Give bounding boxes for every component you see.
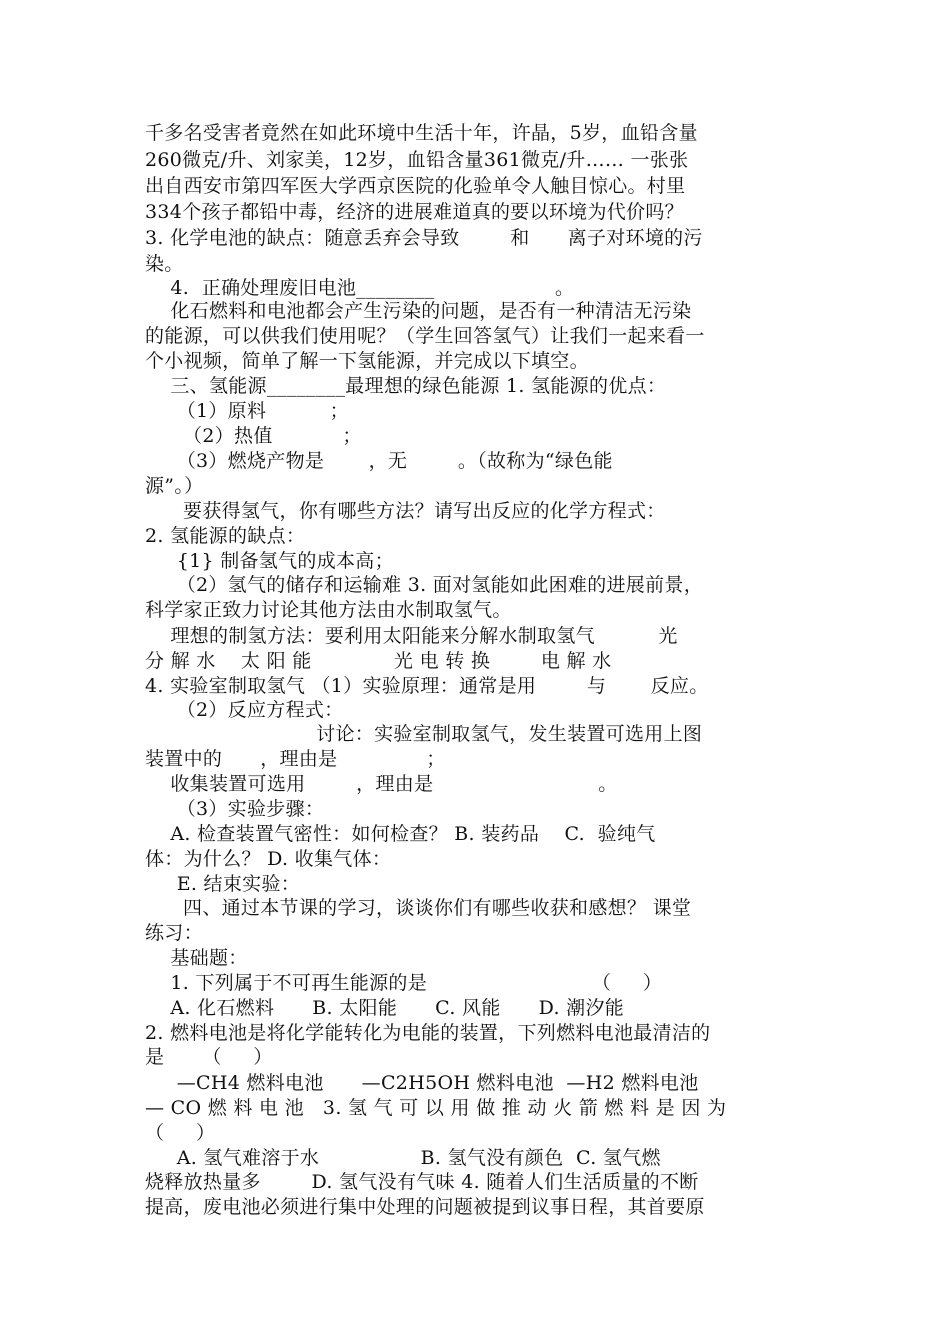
text-line: 四、通过本节课的学习，谈谈你们有哪些收获和感想？ 课堂 — [145, 897, 692, 919]
text-line: 染。 — [145, 253, 184, 275]
text-line: 体：为什么？ D. 收集气体： — [145, 848, 392, 870]
text-line: — CO 燃 料 电 池 3. 氢 气 可 以 用 做 推 动 火 箭 燃 料 是 因 为 — [145, 1097, 727, 1119]
text-line: 是 （ ） — [145, 1046, 273, 1068]
text-line: （ ） — [145, 1122, 216, 1144]
text-line: 装置中的 ，理由是 ； — [145, 748, 446, 770]
text-line: —CH4 燃料电池 —C2H5OH 燃料电池 —H2 燃料电池 — [145, 1072, 699, 1094]
text-line: 个小视频，简单了解一下氢能源，并完成以下填空。 — [145, 350, 589, 372]
text-line: （2）热值 ； — [145, 425, 362, 447]
text-line: 2. 氢能源的缺点： — [145, 525, 306, 547]
text-line: （3）实验步骤： — [145, 798, 325, 820]
text-line: 260微克/升、刘家美，12岁，血铅含量361微克/升…… 一张张 — [145, 149, 689, 171]
text-line: 的能源，可以供我们使用呢？（学生回答氢气）让我们一起来看一 — [145, 325, 705, 347]
text-line: 讨论：实验室制取氢气，发生装置可选用上图 — [145, 723, 703, 745]
text-line: 要获得氢气，你有哪些方法？请写出反应的化学方程式： — [145, 500, 666, 522]
text-line: 化石燃料和电池都会产生污染的问题，是否有一种清洁无污染 — [145, 300, 692, 322]
text-line: 千多名受害者竟然在如此环境中生活十年，许晶，5岁，血铅含量 — [145, 122, 698, 144]
text-line: 2. 燃料电池是将化学能转化为电能的装置，下列燃料电池最清洁的 — [145, 1022, 711, 1044]
text-line: 1. 下列属于不可再生能源的是 （ ） — [145, 972, 663, 994]
text-line: 收集装置可选用 ，理由是 。 — [145, 773, 618, 795]
text-line: 练习： — [145, 922, 203, 944]
text-line: A. 检查装置气密性：如何检查？ B. 装药品 C. 验纯气 — [145, 823, 656, 845]
text-line: 4. 实验室制取氢气 （1）实验原理：通常是用 与 反应。 — [145, 675, 709, 697]
text-line: 3. 化学电池的缺点：随意丢弃会导致 和 离子对环境的污 — [145, 227, 703, 249]
text-line: 出自西安市第四军医大学西京医院的化验单令人触目惊心。村里 — [145, 175, 686, 197]
text-line: 分 解 水 太 阳 能 光 电 转 换 电 解 水 — [145, 650, 612, 672]
text-line: 334个孩子都铅中毒，经济的进展难道真的要以环境为代价吗？ — [145, 201, 684, 223]
text-line: 基础题： — [145, 947, 248, 969]
text-line: 烧释放热量多 D. 氢气没有气味 4. 随着人们生活质量的不断 — [145, 1171, 699, 1193]
text-line: 提高，废电池必须进行集中处理的问题被提到议事日程，其首要原 — [145, 1196, 705, 1218]
text-line: A. 氢气难溶于水 B. 氢气没有颜色 C. 氢气燃 — [145, 1147, 661, 1169]
text-line: 源”。） — [145, 475, 204, 497]
text-line: （1）原料 ； — [145, 400, 349, 422]
text-line: {1} 制备氢气的成本高； — [145, 550, 394, 572]
text-line: 理想的制氢方法：要利用太阳能来分解水制取氢气 光 — [145, 625, 678, 647]
text-line: （2）氢气的储存和运输难 3. 面对氢能如此困难的进展前景， — [145, 574, 703, 596]
text-line: 科学家正致力讨论其他方法由水制取氢气。 — [145, 599, 512, 621]
text-line: 4. 正确处理废旧电池________ 。 — [145, 277, 575, 299]
text-line: （3）燃烧产物是 ，无 。（故称为“绿色能 — [145, 450, 613, 472]
text-line: 三、氢能源________最理想的绿色能源 1. 氢能源的优点： — [145, 375, 667, 397]
text-line: （2）反应方程式： — [145, 699, 344, 721]
text-line: E. 结束实验： — [145, 873, 301, 895]
text-line: A. 化石燃料 B. 太阳能 C. 风能 D. 潮汐能 — [145, 997, 625, 1019]
